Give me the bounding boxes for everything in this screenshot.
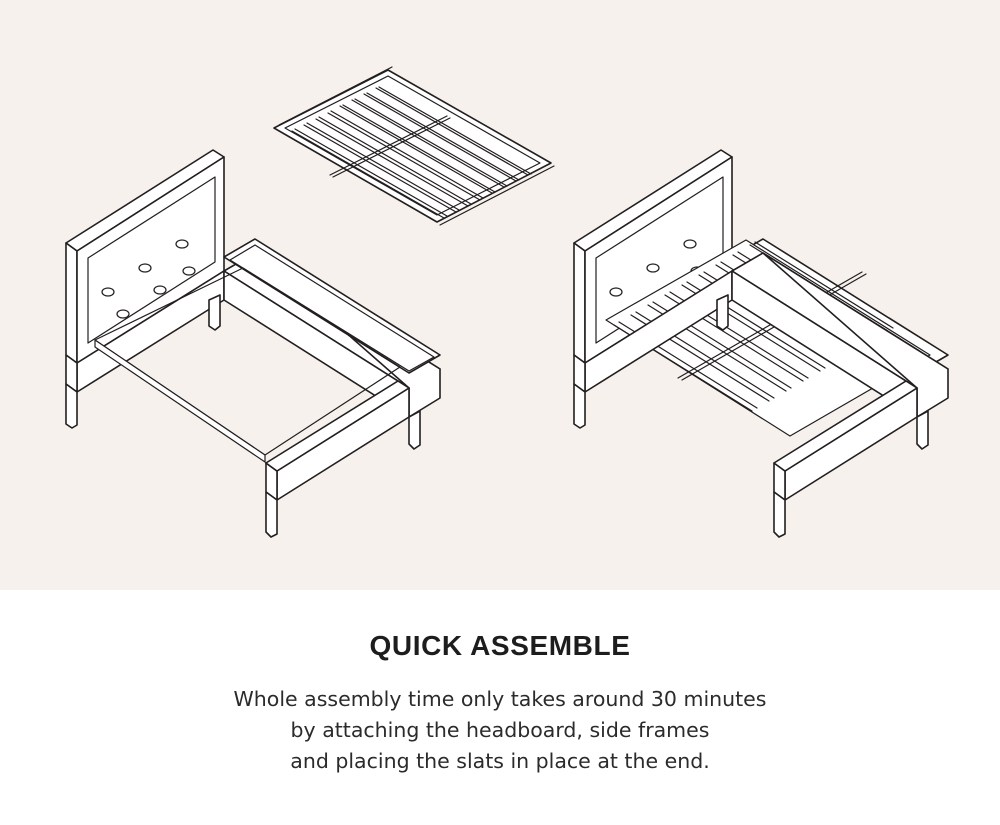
page-title: QUICK ASSEMBLE bbox=[369, 630, 631, 661]
caption-line-3: and placing the slats in place at the end. bbox=[290, 749, 710, 773]
caption-text bbox=[0, 684, 1000, 777]
caption-line-1: Whole assembly time only takes around 30 minutes bbox=[233, 687, 767, 711]
caption-line-2: by attaching the headboard, side frames bbox=[290, 718, 710, 742]
caption-panel bbox=[0, 590, 1000, 825]
